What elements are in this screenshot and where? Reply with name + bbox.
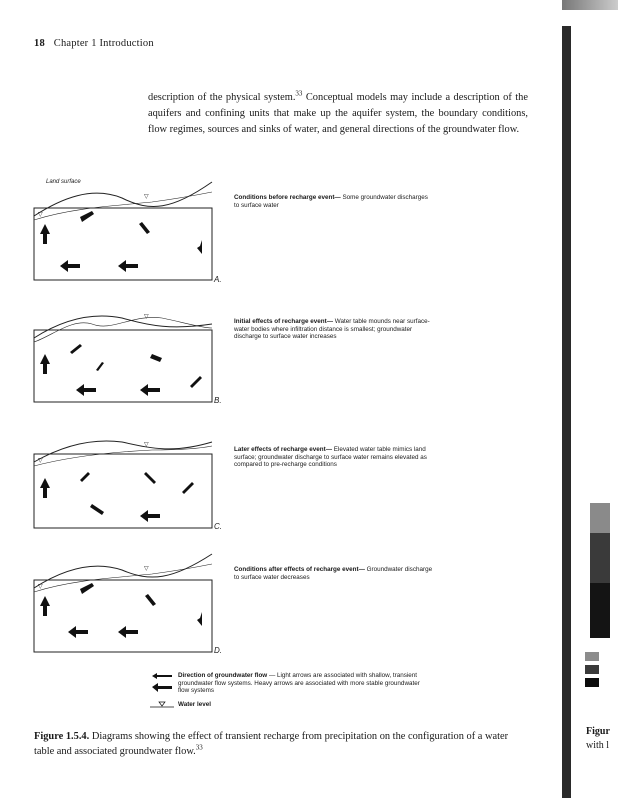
adjacent-page-image-block xyxy=(590,583,610,638)
legend-water-level-entry: Water level xyxy=(150,701,420,709)
water-level-legend-icon xyxy=(150,701,174,709)
caption-citation-ref: 33 xyxy=(195,743,203,752)
figure-legend xyxy=(150,672,420,708)
water-table-line xyxy=(34,192,212,220)
panel-letter-d: D. xyxy=(214,646,222,655)
cross-section-c xyxy=(32,432,222,532)
adjacent-page-image-block xyxy=(590,503,610,533)
cross-section-d xyxy=(32,550,222,655)
diagram-panel-d xyxy=(32,550,222,682)
legend-flow-entry: Direction of groundwater flow — Light arrows are associated with shallow, transient groundwater flow systems. Heavy arrows are associated with more stable groundwater flow systems xyxy=(150,672,420,695)
running-header xyxy=(34,38,154,49)
chapter-title: Chapter 1 Introduction xyxy=(53,38,154,49)
panel-letter-c: C. xyxy=(214,522,222,531)
figure-caption: Figure 1.5.4. Diagrams showing the effect of transient recharge from precipitation on the configuration of a water table and associated groundwater flow.$^{33}$ xyxy=(34,731,509,757)
spine-shadow xyxy=(562,0,618,10)
svg-text:▽: ▽ xyxy=(144,566,149,572)
adjacent-legend-swatch xyxy=(585,678,599,687)
intro-paragraph: description of the physical system.$^{33}$ Conceptual models may include a description of the aquifers and confining units that make up the aquifer system, the boundary conditions, flow regimes, sources and sinks of water, and general directions of the groundwater flow. xyxy=(148,89,528,136)
flow-arrows xyxy=(40,211,202,272)
adjacent-page-image-block xyxy=(590,533,610,583)
adjacent-legend-swatch xyxy=(585,665,599,674)
flow-arrows-legend-icon xyxy=(150,673,174,693)
diagram-panel-b xyxy=(32,308,222,440)
panel-b-caption: Initial effects of recharge event— Water table mounds near surface-water bodies where infiltration distance is smallest; groundwater discharge to surface water increases xyxy=(234,318,430,341)
book-spine xyxy=(562,26,571,798)
svg-text:▽: ▽ xyxy=(38,458,43,464)
adjacent-page-text: Figur xyxy=(586,726,610,737)
cross-section-a xyxy=(32,178,222,288)
svg-text:▽: ▽ xyxy=(144,442,149,448)
panel-c-caption: Later effects of recharge event— Elevated water table mimics land surface; groundwater discharge to surface water remains elevated as compared to pre-recharge conditions xyxy=(234,446,427,469)
adjacent-page-text: with l xyxy=(586,740,610,751)
svg-text:▽: ▽ xyxy=(144,314,149,320)
svg-text:▽: ▽ xyxy=(38,584,43,590)
citation-ref: 33 xyxy=(295,89,303,98)
adjacent-legend-swatch xyxy=(585,652,599,661)
page-number: 18 xyxy=(34,38,45,49)
svg-text:▽: ▽ xyxy=(144,194,149,200)
cross-section-b xyxy=(32,308,222,408)
panel-letter-a: A. xyxy=(214,275,222,284)
land-surface-line xyxy=(34,182,212,216)
panel-letter-b: B. xyxy=(214,396,222,405)
diagram-panel-c xyxy=(32,432,222,564)
svg-text:▽: ▽ xyxy=(38,212,43,218)
panel-a-caption: Conditions before recharge event— Some groundwater discharges to surface water xyxy=(234,194,428,209)
land-surface-label: Land surface xyxy=(46,179,81,185)
panel-d-caption: Conditions after effects of recharge event— Groundwater discharge to surface water decreases xyxy=(234,566,433,581)
diagram-panel-a xyxy=(32,178,222,310)
